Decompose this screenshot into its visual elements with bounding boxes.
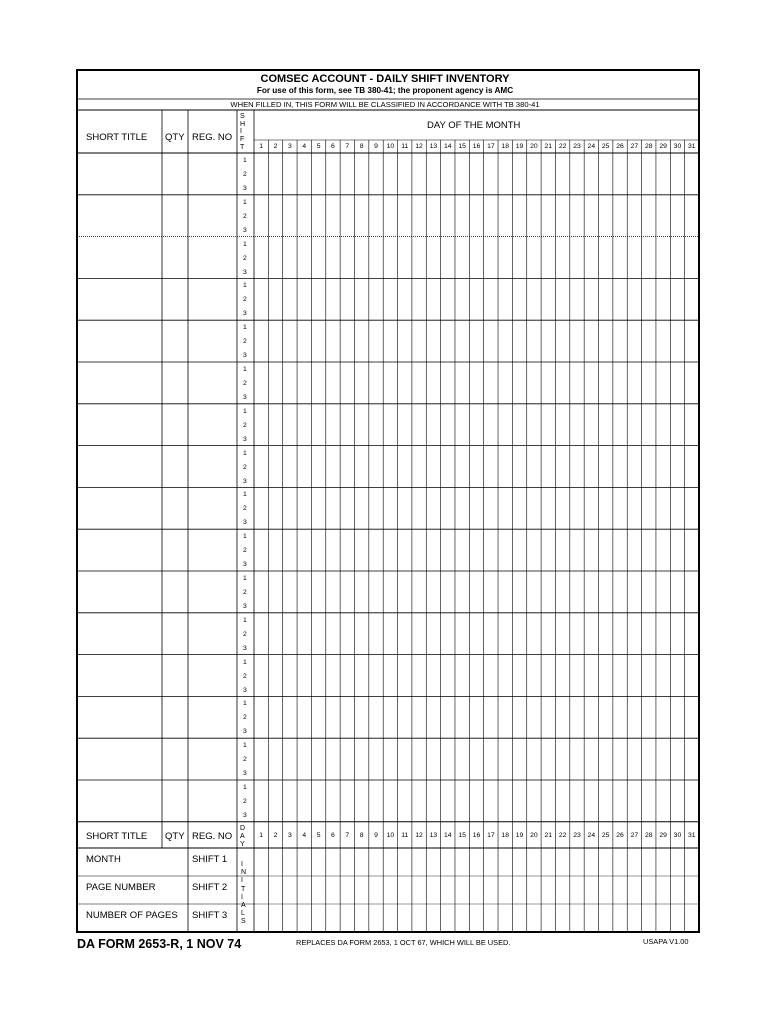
day-number: 27 [630,832,639,839]
shift-3-label: SHIFT 3 [192,910,228,921]
version-label: USAPA V1.00 [643,937,689,946]
shift-letter: I [240,128,242,136]
day-number: 4 [302,832,307,839]
page-number-label: PAGE NUMBER [86,882,156,893]
shift-number: 2 [243,171,247,178]
day-number: 22 [558,143,567,150]
shift-letter: F [240,136,245,144]
outer-border [77,70,699,932]
day-number: 24 [587,143,596,150]
day-number: 1 [259,832,264,839]
day-number: 30 [673,832,682,839]
shift-number: 1 [243,157,247,164]
day-number: 21 [544,832,553,839]
day-number: 15 [458,832,466,839]
shift-number: 2 [243,296,247,304]
shift-letter: H [240,120,246,128]
day-number: 2 [273,832,278,839]
shift-letter: T [240,143,245,151]
shift-number: 2 [243,798,247,805]
shift-number: 3 [243,185,247,192]
day-number: 26 [616,832,624,839]
form-subtitle: For use of this form, see TB 380-41; the proponent agency is AMC [256,86,514,95]
day-number: 22 [558,832,567,839]
day-number: 11 [401,832,409,839]
day-number: 17 [487,143,495,150]
day-number: 21 [544,143,553,150]
shift-number: 3 [243,603,247,610]
day-number: 6 [331,832,335,839]
shift-number: 1 [243,491,247,499]
shift-number: 2 [243,505,247,513]
day-number: 15 [458,143,466,150]
header-short-title: SHORT TITLE [86,132,148,143]
day-letter: A [240,833,245,840]
day-number: 23 [573,832,581,839]
day-number: 5 [316,143,321,150]
shift-number: 3 [243,435,247,443]
day-number: 29 [659,143,667,150]
shift-number: 1 [243,282,247,290]
day-number: 31 [688,143,696,150]
day-number: 20 [530,143,538,150]
day-number: 31 [688,832,696,839]
day-number: 18 [501,832,509,839]
shift-number: 2 [243,463,247,471]
shift-number: 2 [243,589,247,596]
header-reg-no: REG. NO [192,132,233,143]
shift-number: 1 [243,449,247,457]
shift-number: 1 [243,616,247,624]
shift-number: 3 [243,226,247,234]
day-number: 14 [444,832,452,839]
shift-number: 2 [243,547,247,555]
header-qty: QTY [165,132,185,143]
day-number: 23 [573,143,581,150]
day-number: 2 [273,143,278,150]
shift-number: 3 [243,770,247,778]
day-number: 12 [415,832,423,839]
day-number: 13 [429,832,438,839]
shift-number: 2 [243,421,247,429]
initials-letter: A [241,902,246,909]
day-number: 14 [444,143,452,150]
day-number: 17 [487,832,495,839]
day-number: 28 [644,832,653,839]
day-number: 9 [374,832,378,839]
shift-number: 1 [243,784,247,791]
shift-number: 3 [243,310,247,318]
shift-number: 2 [243,338,247,346]
day-number: 5 [316,832,321,839]
day-number: 19 [515,143,524,150]
day-number: 8 [359,143,364,150]
shift-number: 3 [243,394,247,401]
shift-letter: S [240,113,245,120]
day-number: 6 [331,143,335,150]
shift-number: 3 [243,519,247,527]
initials-letter: T [241,885,246,893]
initials-letter: I [241,893,243,901]
day-number: 8 [359,832,364,839]
day-number: 16 [472,143,481,150]
day-number: 29 [659,832,667,839]
initials-letter: I [241,877,243,885]
day-number: 19 [515,832,524,839]
classification-notice: WHEN FILLED IN, THIS FORM WILL BE CLASSIFIED IN ACCORDANCE WITH TB 380-41 [230,100,540,109]
day-letter: Y [240,841,245,848]
day-number: 24 [587,832,596,839]
day-number: 7 [345,832,350,839]
shift-number: 1 [243,700,247,708]
bottom-reg-no: REG. NO [192,831,233,842]
shift-number: 1 [243,658,247,666]
shift-number: 2 [243,714,247,722]
shift-number: 1 [243,742,247,750]
shift-number: 1 [243,240,247,248]
day-number: 4 [302,143,307,150]
shift-number: 3 [243,644,247,652]
header-day-of-month: DAY OF THE MONTH [427,120,521,131]
shift-number: 3 [243,352,247,360]
shift-number: 2 [243,672,247,680]
shift-number: 2 [243,756,247,764]
day-number: 20 [530,832,538,839]
day-number: 16 [472,832,481,839]
day-number: 28 [644,143,653,150]
shift-number: 1 [243,575,247,582]
day-letter: D [240,825,246,832]
initials-letter: I [241,861,243,868]
shift-number: 3 [243,728,247,736]
day-number: 7 [345,143,350,150]
day-number: 26 [616,143,624,150]
initials-letter: S [241,918,246,926]
shift-number: 2 [243,254,247,262]
shift-number: 3 [243,561,247,569]
shift-number: 2 [243,212,247,220]
replaces-note: REPLACES DA FORM 2653, 1 OCT 67, WHICH WILL BE USED. [296,938,511,947]
day-number: 30 [673,143,682,150]
shift-number: 2 [243,630,247,638]
number-of-pages-label: NUMBER OF PAGES [86,910,178,921]
shift-number: 2 [243,380,247,387]
day-number: 25 [601,143,610,150]
month-label: MONTH [86,854,121,865]
shift-number: 3 [243,477,247,485]
form-title: COMSEC ACCOUNT - DAILY SHIFT INVENTORY [260,73,510,85]
form-number: DA FORM 2653-R, 1 NOV 74 [77,937,242,951]
day-number: 11 [401,143,409,150]
day-number: 12 [415,143,423,150]
bottom-qty: QTY [165,831,185,842]
initials-letter: L [241,910,245,918]
shift-2-label: SHIFT 2 [192,882,228,893]
shift-number: 1 [243,366,247,373]
shift-number: 3 [243,812,247,819]
day-number: 27 [630,143,639,150]
shift-number: 1 [243,407,247,415]
shift-1-label: SHIFT 1 [192,854,228,865]
day-number: 10 [386,832,395,839]
shift-number: 1 [243,198,247,206]
day-number: 25 [601,832,610,839]
shift-number: 1 [243,533,247,541]
day-number: 3 [287,832,292,839]
shift-number: 3 [243,268,247,276]
day-number: 3 [287,143,292,150]
shift-number: 3 [243,686,247,694]
day-number: 1 [259,143,264,150]
day-number: 13 [429,143,438,150]
day-number: 9 [374,143,378,150]
initials-letter: N [241,869,247,877]
day-number: 10 [386,143,395,150]
shift-number: 1 [243,324,247,332]
bottom-short-title: SHORT TITLE [86,831,148,842]
day-number: 18 [501,143,509,150]
